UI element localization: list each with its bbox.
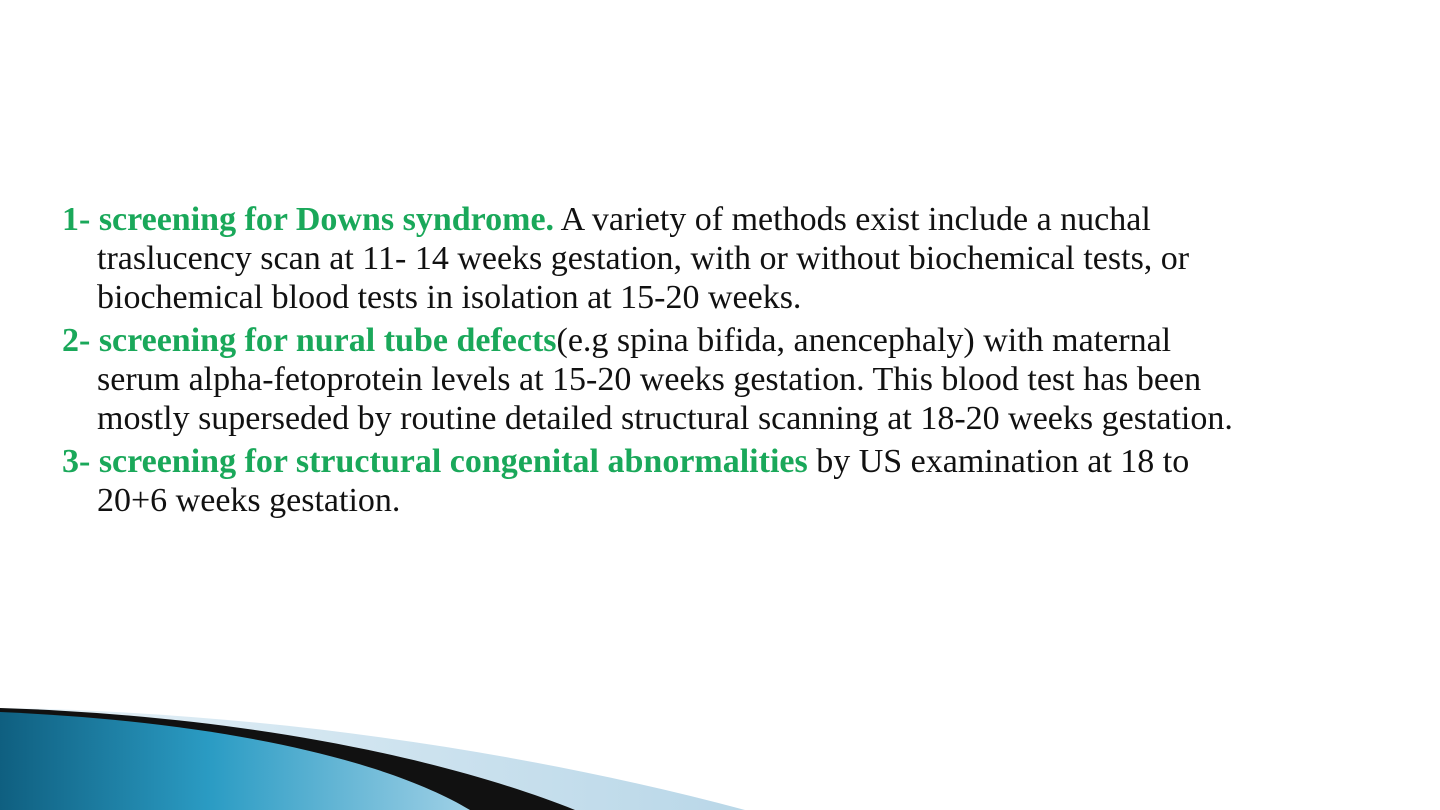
item-body: by US examination at 18 to 20+6 weeks gestation. [97,443,1190,519]
item-body: A variety of methods exist include a nuchal traslucency scan at 11- 14 weeks gestation, with or without biochemical tests, or biochemical blood tests in isolation at 15-20 weeks. [97,201,1190,316]
item-lead: 3- screening for structural congenital abnormalities [62,443,808,480]
list-item-neural-tube-defects [62,321,1242,438]
list-item-structural-abnormalities [62,442,1242,520]
screening-list [62,200,1242,524]
list-item-downs-syndrome [62,200,1242,317]
item-lead: 1- screening for Downs syndrome. [62,201,555,238]
item-body: (e.g spina bifida, anencephaly) with maternal serum alpha-fetoprotein levels at 15-20 weeks gestation. This blood test has been mostly superseded by routine detailed structural scanning at 18-20 weeks gestation. [97,322,1233,437]
item-lead: 2- screening for nural tube defects [62,322,557,359]
